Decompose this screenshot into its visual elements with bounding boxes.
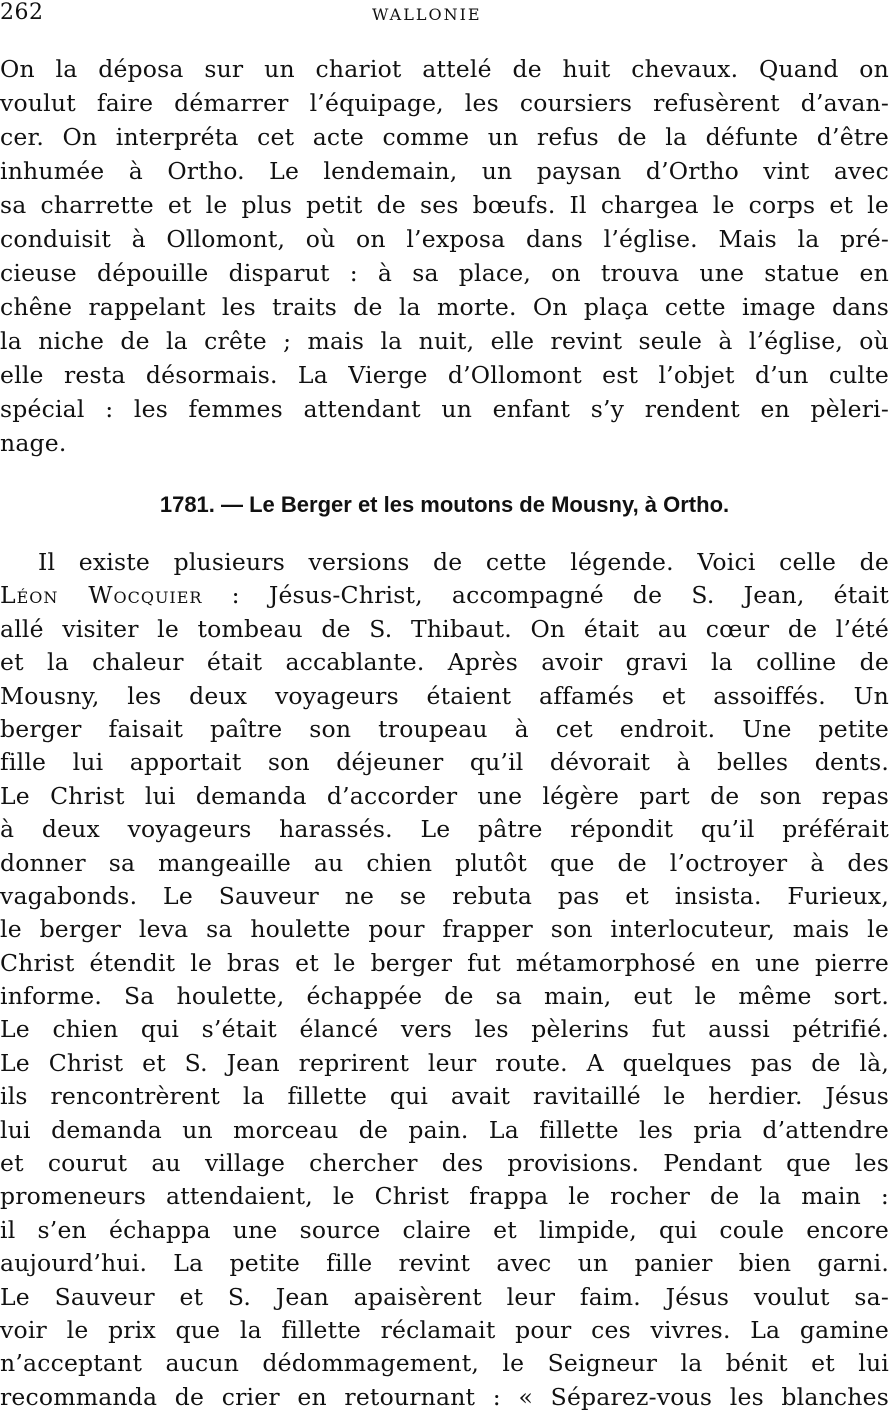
text-line: vagabonds. Le Sauveur ne se rebuta pas et insista. Furieux, (0, 881, 889, 910)
text-line: Christ étendit le bras et le berger fut métamorphosé en une pierre (0, 948, 889, 977)
text-line: informe. Sa houlette, échappée de sa main, eut le même sort. (0, 982, 889, 1011)
text-line: nage. (0, 429, 67, 457)
text-line: voir le prix que la fillette réclamait pour ces vivres. La gamine (0, 1315, 889, 1344)
text-line: recommanda de crier en retournant : « Séparez-vous les blanches (0, 1382, 889, 1411)
text-line: berger faisait paître son troupeau à cet endroit. Une petite (0, 714, 889, 743)
text-line: sa charrette et le plus petit de ses bœufs. Il chargea le corps et le (0, 191, 889, 219)
text-line: donner sa mangeaille au chien plutôt que de l’octroyer à des (0, 848, 889, 877)
text-line: cieuse dépouille disparut : à sa place, on trouva une statue en (0, 259, 889, 287)
text-line: le berger leva sa houlette pour frapper son interlocuteur, mais le (0, 915, 889, 944)
page-number: 262 (0, 0, 44, 25)
text-line: il s’en échappa une source claire et limpide, qui coule encore (0, 1215, 889, 1244)
text-line: allé visiter le tombeau de S. Thibaut. On était au cœur de l’été (0, 614, 889, 643)
text-line: chêne rappelant les traits de la morte. On plaça cette image dans (0, 293, 889, 321)
text-line: Le Sauveur et S. Jean apaisèrent leur faim. Jésus voulut sa- (0, 1282, 889, 1311)
text-line: à deux voyageurs harassés. Le pâtre répondit qu’il préférait (0, 815, 889, 844)
text-line: ils rencontrèrent la fillette qui avait ravitaillé le herdier. Jésus (0, 1082, 889, 1111)
text-line: On la déposa sur un chariot attelé de huit chevaux. Quand on (0, 55, 889, 83)
text-line: inhumée à Ortho. Le lendemain, un paysan d’Ortho vint avec (0, 157, 889, 185)
author-name: Léon Wocquier (0, 581, 203, 610)
paragraph-ollomont-virgin (0, 52, 889, 460)
page-header (0, 0, 889, 30)
text-line-with-author (0, 579, 889, 612)
text-line: aujourd’hui. La petite fille revint avec un panier bien garni. (0, 1249, 889, 1278)
text-line: cer. On interpréta cet acte comme un refus de la défunte d’être (0, 123, 889, 151)
paragraph-berger-mousny (0, 546, 889, 1414)
text-line: conduisit à Ollomont, où on l’exposa dans l’église. Mais la pré- (0, 225, 889, 253)
text-line: spécial : les femmes attendant un enfant s’y rendent en pèleri- (0, 395, 889, 423)
text-line: fille lui apportait son déjeuner qu’il dévorait à belles dents. (0, 748, 889, 777)
text-line: et la chaleur était accablante. Après avoir gravi la colline de (0, 648, 889, 677)
text-line: lui demanda un morceau de pain. La fillette les pria d’attendre (0, 1115, 889, 1144)
text-line: Il existe plusieurs versions de cette légende. Voici celle de (38, 548, 889, 576)
text-line: promeneurs attendaient, le Christ frappa le rocher de la main : (0, 1182, 889, 1211)
text-line: n’acceptant aucun dédommagement, le Seigneur la bénit et lui (0, 1349, 889, 1378)
author-line-rest: : Jésus-Christ, accompagné de S. Jean, était (202, 581, 889, 610)
text-line: Le chien qui s’était élancé vers les pèlerins fut aussi pétrifié. (0, 1015, 889, 1044)
text-line: elle resta désormais. La Vierge d’Ollomont est l’objet d’un culte (0, 361, 889, 389)
text-line: la niche de la crête ; mais la nuit, elle revint seule à l’église, où (0, 327, 889, 355)
text-line: voulut faire démarrer l’équipage, les coursiers refusèrent d’avan- (0, 89, 889, 117)
section-heading: 1781. — Le Berger et les moutons de Mousny, à Ortho. (159, 492, 730, 517)
text-line: Mousny, les deux voyageurs étaient affamés et assoiffés. Un (0, 681, 889, 710)
text-line: Le Christ lui demanda d’accorder une légère part de son repas (0, 781, 889, 810)
text-line: et courut au village chercher des provisions. Pendant que les (0, 1149, 889, 1178)
text-line: Le Christ et S. Jean reprirent leur route. A quelques pas de là, (0, 1048, 889, 1077)
running-title: WALLONIE (372, 5, 482, 24)
